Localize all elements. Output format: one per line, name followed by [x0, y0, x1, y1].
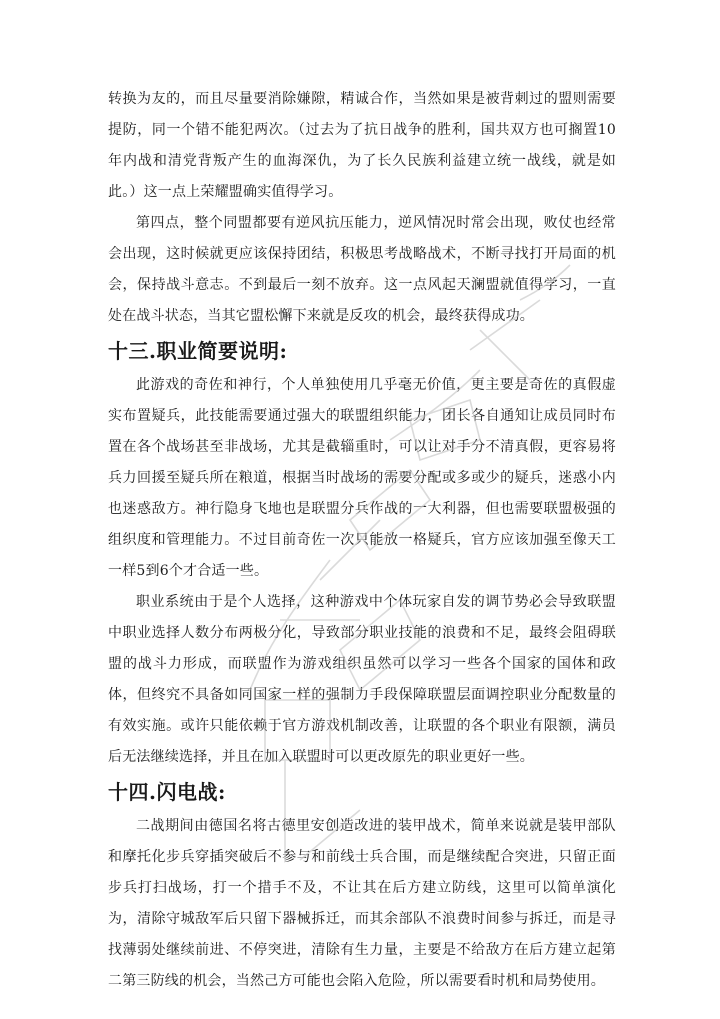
section-heading-blitzkrieg: 十四.闪电战: [108, 780, 226, 804]
document-body [108, 84, 616, 997]
paragraph-profession-1: 此游戏的奇佐和神行，个人单独使用几乎毫无价值，更主要是奇佐的真假虚实布置疑兵，此技能需要通过强大的联盟组织能力，团长各自通知让成员同时布置在各个战场甚至非战场，尤其是截辎重时，可以让对手分不清真假，更容易将兵力回援至疑兵所在粮道，根据当时战场的需要分配或多或少的疑兵，迷惑小内也迷惑敌方。神行隐身飞地也是联盟分兵作战的一大利器，但也需要联盟极强的组织度和管理能力。不过目前奇佐一次只能放一格疑兵，官方应该加强至像天工一样5到6个才合适一些。 [108, 377, 616, 579]
paragraph-profession-2: 职业系统由于是个人选择，这种游戏中个体玩家自发的调节势必会导致联盟中职业选择人数分布两极分化，导致部分职业技能的浪费和不足，最终会阻碍联盟的战斗力形成，而联盟作为游戏组织虽然可以学习一些各个国家的国体和政体，但终究不具备如同国家一样的强制力手段保障联盟层面调控职业分配数量的有效实施。或许只能依赖于官方游戏机制改善，让联盟的各个职业有限额，满员后无法继续选择，并且在加入联盟时可以更改原先的职业更好一些。 [108, 594, 616, 765]
paragraph-blitzkrieg: 二战期间由德国名将古德里安创造改进的装甲战术，简单来说就是装甲部队和摩托化步兵穿插突破后不参与和前线士兵合围，而是继续配合突进，只留正面步兵打扫战场，打一个措手不及，不让其在后方建立防线，这里可以简单演化为，清除守城敌军后只留下器械拆迁，而其余部队不浪费时间参与拆迁，而是寻找薄弱处继续前进、不停突进，清除有生力量，主要是不给敌方在后方建立起第二第三防线的机会，当然己方可能也会陷入危险，所以需要看时机和局势使用。 [108, 818, 616, 989]
paragraph-point-four: 第四点，整个同盟都要有逆风抗压能力，逆风情况时常会出现，败仗也经常会出现，这时候就更应该保持团结，积极思考战略战术，不断寻找打开局面的机会，保持战斗意志。不到最后一刻不放弃。这一点风起天澜盟就值得学习，一直处在战斗状态，当其它盟松懈下来就是反攻的机会，最终获得成功。 [108, 215, 616, 324]
section-heading-profession: 十三.职业简要说明: [108, 339, 288, 363]
paragraph-alliance-trust: 转换为友的，而且尽量要消除嫌隙，精诚合作，当然如果是被背刺过的盟则需要提防，同一个错不能犯两次。（过去为了抗日战争的胜利，国共双方也可搁置10年内战和清党背叛产生的血海深仇，为了长久民族利益建立统一战线，就是如此。）这一点上荣耀盟确实值得学习。 [108, 91, 616, 200]
